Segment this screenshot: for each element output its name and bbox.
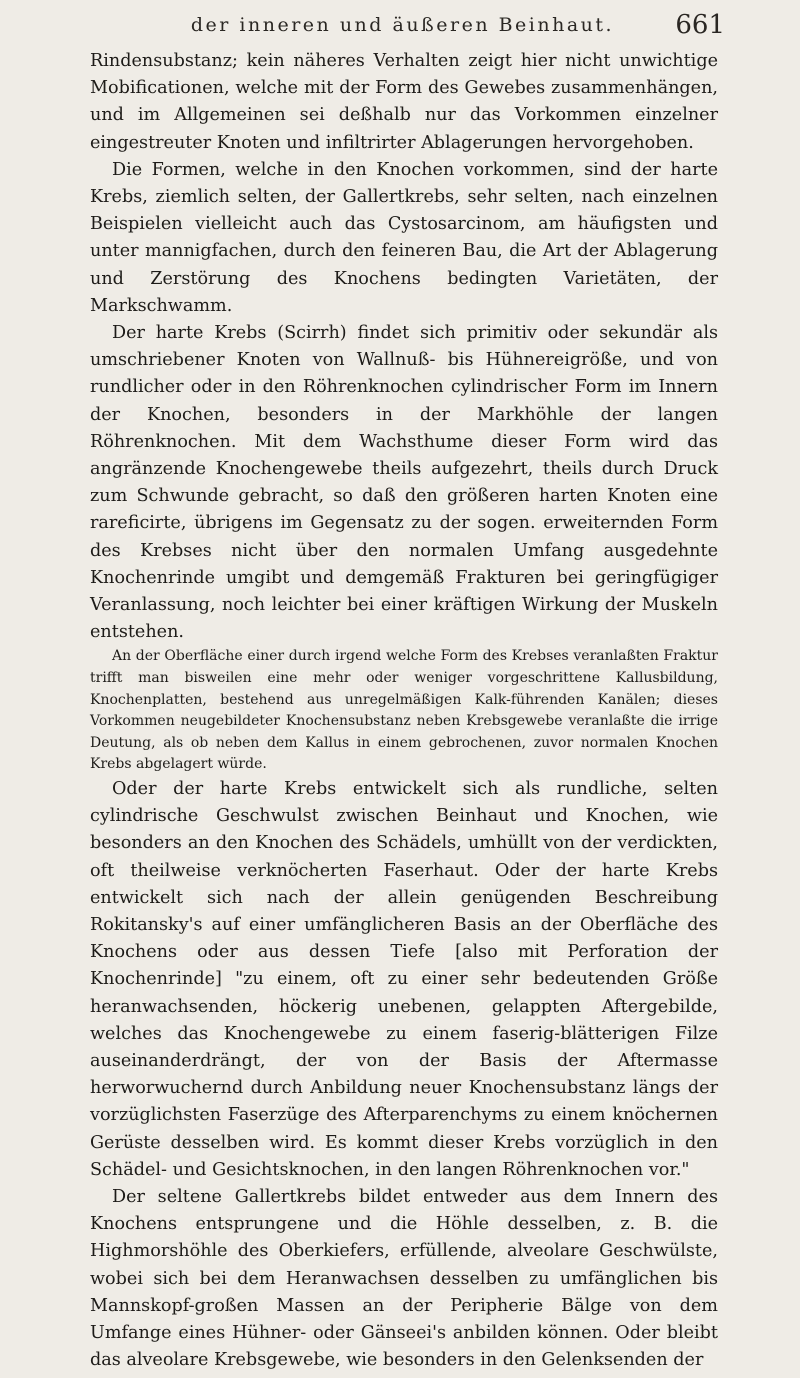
paragraph-2: Die Formen, welche in den Knochen vorkommen, sind der harte Krebs, ziemlich selten, der Gallertkrebs, sehr selten, nach einzelnen Beispielen vielleicht auch das Cystosarcinom, am häufigsten und unter mannigfachen, durch den feineren Bau, die Art der Ablagerung und Zerstörung des Knochens bedingten Varietäten, der Markschwamm. — [90, 159, 718, 316]
page-header — [90, 8, 725, 44]
paragraph-3: Der harte Krebs (Scirrh) findet sich primitiv oder sekundär als umschriebener Knoten von Wallnuß- bis Hühnereigröße, und von rundlicher oder in den Röhrenknochen cylindrischer Form im Innern der Knochen, besonders in der Markhöhle der langen Röhrenknochen. Mit dem Wachsthume dieser Form wird das angränzende Knochengewebe theils aufgezehrt, theils durch Druck zum Schwunde gebracht, so daß den größeren harten Knoten eine rareficirte, übrigens im Gegensatz zu der sogen. erweiternden Form des Krebses nicht über den normalen Umfang ausgedehnte Knochenrinde umgibt und demgemäß Frakturen bei geringfügiger Veranlassung, noch leichter bei einer kräftigen Wirkung der Muskeln entstehen. — [90, 323, 718, 643]
small-print-note: An der Oberfläche einer durch irgend welche Form des Krebses veranlaßten Fraktur trifft man bisweilen eine mehr oder weniger vorgeschrittene Kallusbildung, Knochenplatten, bestehend aus unregelmäßigen Kalk-führenden Kanälen; dieses Vorkommen neugebildeter Knochensubstanz neben Krebsgewebe veranlaßte die irrige Deutung, als ob neben dem Kallus in einem gebrochenen, zuvor normalen Knochen Krebs abgelagert würde. — [90, 648, 718, 773]
body-text — [90, 48, 718, 1375]
paragraph-5: Der seltene Gallertkrebs bildet entweder aus dem Innern des Knochens entsprungene und die Höhle desselben, z. B. die Highmorshöhle des Oberkiefers, erfüllende, alveolare Geschwülste, wobei sich bei dem Heranwachsen desselben zu umfänglichen bis Mannskopf-großen Massen an der Peripherie Bälge von dem Umfange eines Hühner- oder Gänseei's anbilden können. Oder bleibt das alveolare Krebsgewebe, wie besonders in den Gelenksenden der — [90, 1187, 718, 1371]
paragraph-4: Oder der harte Krebs entwickelt sich als rundliche, selten cylindrische Geschwulst zwischen Beinhaut und Knochen, wie besonders an den Knochen des Schädels, umhüllt von der verdickten, oft theilweise verknöcherten Faserhaut. Oder der harte Krebs entwickelt sich nach der allein genügenden Beschreibung Rokitansky's auf einer umfänglicheren Basis an der Oberfläche des Knochens oder aus dessen Tiefe [also mit Perforation der Knochenrinde] "zu einem, oft zu einer sehr bedeutenden Größe heranwachsenden, höckerig unebenen, gelappten Aftergebilde, welches das Knochengewebe zu einem faserig-blätterigen Filze auseinanderdrängt, der von der Basis der Aftermasse herworwuchernd durch Anbildung neuer Knochensubstanz längs der vorzüglichsten Faserzüge des Afterparenchyms zu einem knöchernen Gerüste desselben wird. Es kommt dieser Krebs vorzüglich in den Schädel- und Gesichtsknochen, in den langen Röhrenknochen vor." — [90, 779, 718, 1180]
paragraph-1: Rindensubstanz; kein näheres Verhalten zeigt hier nicht unwichtige Mobificationen, welche mit der Form des Gewebes zusammenhängen, und im Allgemeinen sei deßhalb nur das Vorkommen einzelner eingestreuter Knoten und infiltrirter Ablagerungen hervorgehoben. — [90, 51, 718, 153]
running-title: der inneren und äußeren Beinhaut. — [190, 14, 615, 36]
page-number: 661 — [675, 10, 725, 40]
